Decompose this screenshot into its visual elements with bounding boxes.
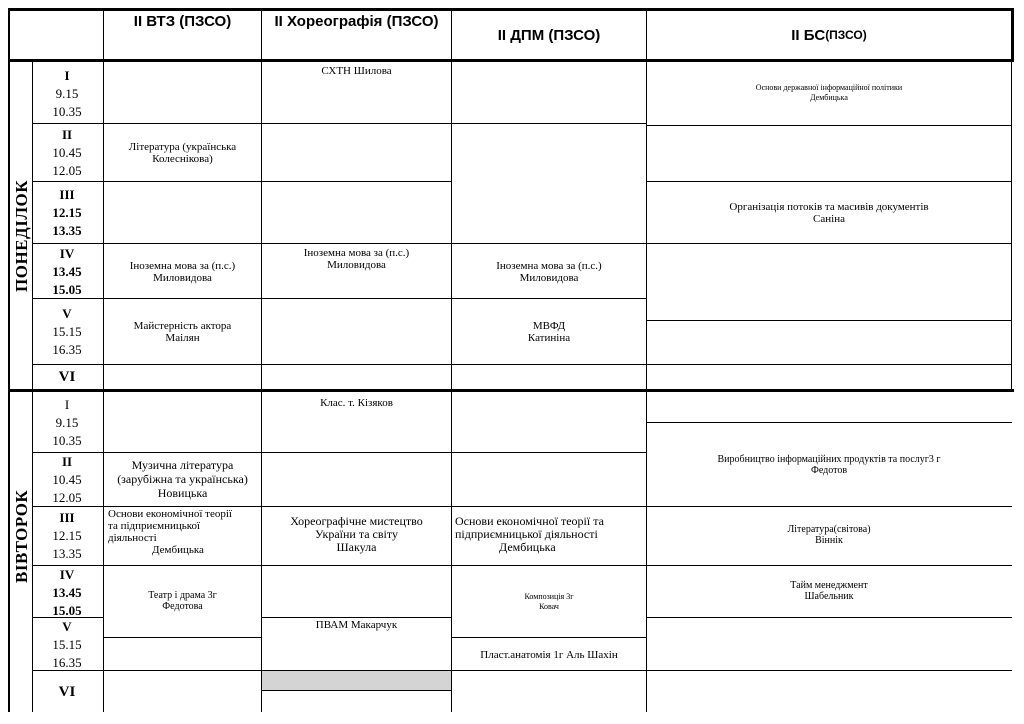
day-tuesday: ВІВТОРОК <box>12 489 31 583</box>
col2-left-border <box>261 8 262 712</box>
tue-vtz-economics: Основи економічної теорії та підприємницької діяльності Дембицька <box>108 508 232 556</box>
table-left-border <box>8 8 10 712</box>
tue-dpm-anatomy: Пласт.анатомія 1г Аль Шахін <box>480 649 618 661</box>
header-col2: II Хореографія (ПЗСО) <box>274 13 439 30</box>
header-col4-main: II БС <box>791 26 826 44</box>
table-right-border <box>1011 8 1014 62</box>
mon-slot-1: I 9.15 10.35 <box>52 68 82 119</box>
tue-slot-3: III 12.15 13.35 <box>52 510 82 561</box>
mon-vtz-literature: Література (українська Колеснікова) <box>128 141 237 165</box>
day-monday: ПОНЕДІЛОК <box>12 179 31 292</box>
grey-empty-cell <box>262 671 451 690</box>
tue-slot-6: VI <box>58 684 76 700</box>
mon-dpm-foreign-lang: Іноземна мова за (п.с.) Миловидова <box>496 260 602 284</box>
mon-chor-sxtn: СХТН Шилова <box>321 65 392 77</box>
mon-slot-3: III 12.15 13.35 <box>52 187 82 238</box>
mon-chor-foreign-lang: Іноземна мова за (п.с.) Миловидова <box>303 247 410 271</box>
mon-slot-2: II 10.45 12.05 <box>52 127 82 178</box>
header-col4-suffix: (ПЗСО) <box>825 27 867 42</box>
tue-slot-1: I 9.15 10.35 <box>52 397 82 448</box>
mon-vtz-acting: Майстерність актора Маілян <box>133 320 232 344</box>
header-col3: II ДПМ (ПЗСО) <box>497 26 601 44</box>
tue-chor-art: Хореографічне мистецтво України та світу Шакула <box>290 514 423 554</box>
tue-slot-5: V 15.15 16.35 <box>52 619 82 670</box>
tue-bs-production: Виробництво інформаційних продуктів та послуг3 г Федотов <box>717 454 941 476</box>
header-col1: II ВТЗ (ПЗСО) <box>133 13 232 30</box>
tue-chor-pvam: ПВАМ Макарчук <box>315 619 398 631</box>
tue-bs-time-mgmt: Тайм менеджмент Шабельник <box>790 580 868 602</box>
day-separator <box>8 389 1014 392</box>
mon-slot-6: VI <box>58 369 76 385</box>
mon-bs-policy: Основи державної інформаційної політики Дембицька <box>755 83 903 102</box>
tue-bs-literature: Література(світова) Віннік <box>787 524 871 546</box>
mon-slot-4: IV 13.45 15.05 <box>52 246 82 297</box>
mon-bs-org: Організація потоків та масивів документів Саніна <box>729 201 929 225</box>
header-col4 <box>647 10 1011 60</box>
tue-slot-2: II 10.45 12.05 <box>52 454 82 505</box>
tue-dpm-composition: Композиція 3г Ковач <box>524 592 574 611</box>
tue-dpm-economics: Основи економічної теорії та підприємницької діяльності Дембицька <box>455 514 604 554</box>
mon-dpm-mvfd: МВФД Катиніна <box>527 320 571 344</box>
right-border-body <box>1011 62 1012 390</box>
tue-chor-classical: Клас. т. Кізяков <box>320 397 393 409</box>
tue-slot-4: IV 13.45 15.05 <box>52 567 82 618</box>
tue-vtz-music-lit: Музична література (зарубіжна та українська) Новицька <box>117 458 248 500</box>
mon-vtz-foreign-lang: Іноземна мова за (п.с.) Миловидова <box>129 260 236 284</box>
mon-slot-5: V 15.15 16.35 <box>52 306 82 357</box>
tue-vtz-theatre: Театр і драма 3г Федотова <box>148 590 217 612</box>
col4-left-border <box>646 8 647 712</box>
